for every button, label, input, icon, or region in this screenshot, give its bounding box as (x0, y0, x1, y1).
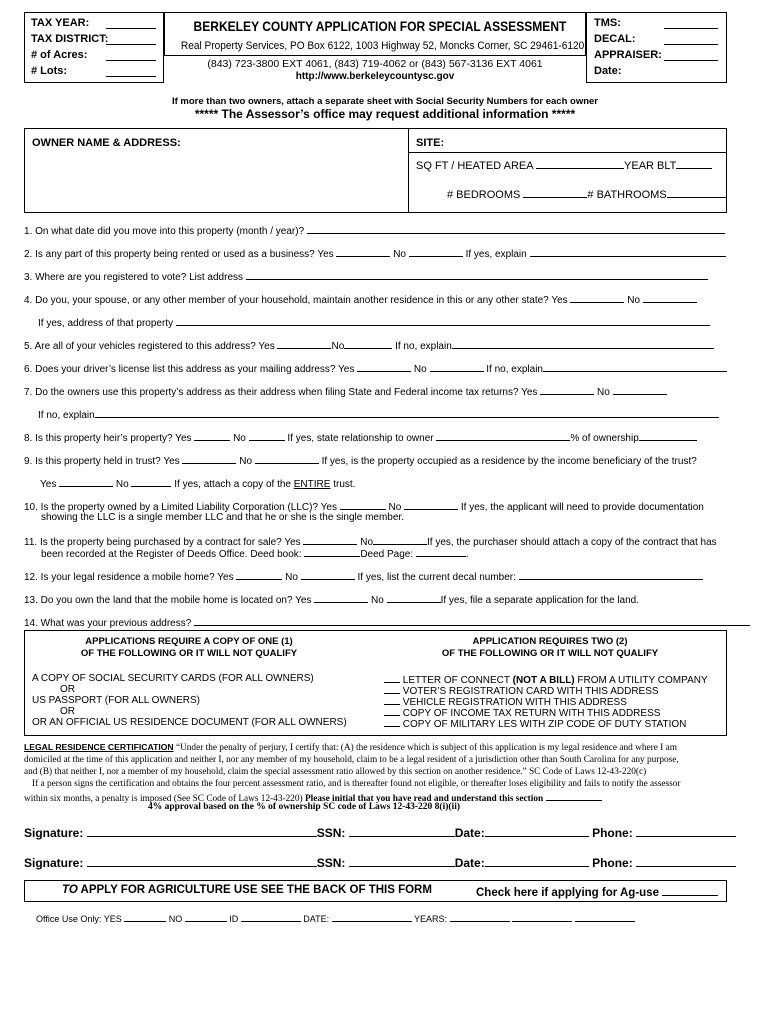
left-requirement-heading-2: OF THE FOLLOWING OR IT WILL NOT QUALIFY (80, 648, 298, 659)
date-label-2: Date: (454, 856, 485, 870)
office-use-label: Office Use Only: YES (36, 914, 122, 924)
signature-label-1: Signature: (24, 826, 84, 840)
tax-district-label: TAX DISTRICT: (31, 33, 109, 45)
office-yes-field[interactable] (124, 913, 166, 922)
initials-field[interactable] (546, 791, 602, 801)
left-req-item-2: US PASSPORT (FOR ALL OWNERS) (32, 695, 200, 706)
left-requirement-heading-1: APPLICATIONS REQUIRE A COPY OF ONE (1) (85, 636, 293, 647)
signature-field-1[interactable] (87, 825, 317, 837)
own-land-yes-field[interactable] (314, 593, 368, 603)
cert-line-4: If a person signs the certification and obtains the four percent assessment ratio, and is thereafter found not eligible, or thereafter loses eligibility and fails to notify the assessor (32, 779, 681, 789)
contract-no-label: No (360, 537, 374, 548)
bedrooms-field[interactable] (523, 188, 587, 198)
question-6-text: 6. Does your driver’s license list this address as your mailing address? Yes (24, 364, 355, 375)
question-2 (24, 247, 726, 260)
signature-field-2[interactable] (87, 855, 317, 867)
question-8 (24, 431, 697, 444)
left-req-or-2: OR (60, 706, 75, 717)
llc-no-field[interactable] (404, 500, 458, 510)
assessor-note: ***** The Assessor’s office may request additional information ***** (194, 107, 576, 121)
owner-name-label: OWNER NAME & ADDRESS: (32, 137, 181, 149)
voter-card-checkbox[interactable] (384, 684, 400, 694)
question-4 (24, 293, 697, 306)
rented-no-field[interactable] (409, 247, 463, 257)
office-id-field[interactable] (241, 913, 301, 922)
appraiser-field[interactable] (664, 60, 718, 61)
owners-note: If more than two owners, attach a separate sheet with Social Security Numbers for each owner (171, 96, 599, 107)
cert-text-1: “Under the penalty of perjury, I certify that: (A) the residence which is subject of this application is my legal residence and where I am (175, 743, 677, 753)
left-req-or-1: OR (60, 684, 75, 695)
question-9b (40, 477, 355, 490)
question-4-text: 4. Do you, your spouse, or any other member of your household, maintain another residence in this or any other state? Yes (24, 295, 568, 306)
utility-company-text: FROM A UTILITY COMPANY (574, 675, 708, 686)
ag-use-text: APPLY FOR AGRICULTURE USE SEE THE BACK OF THIS FORM (77, 884, 432, 896)
county-website[interactable]: http://www.berkeleycountysc.gov (295, 71, 455, 82)
ag-use-left (62, 884, 432, 896)
signature-label-2: Signature: (24, 856, 84, 870)
rooms-row (447, 188, 727, 201)
ag-use-checkbox[interactable] (662, 884, 718, 896)
left-req-item-3: OR AN OFFICIAL US RESIDENCE DOCUMENT (FOR ALL OWNERS) (32, 717, 347, 728)
question-1 (24, 224, 725, 237)
ag-check-text: Check here if applying for Ag-use (476, 887, 659, 899)
question-7b (38, 408, 719, 421)
ag-use-right (476, 884, 718, 899)
voter-address-field[interactable] (246, 270, 708, 280)
question-14 (24, 616, 750, 629)
rented-explain-label: If yes, explain (465, 249, 527, 260)
heirs-relationship-field[interactable] (436, 431, 570, 441)
trust-yes-field[interactable] (182, 454, 236, 464)
rented-no-label: No (393, 249, 406, 260)
vehicles-no-label: No (331, 341, 345, 352)
question-8-text: 8. Is this property heir’s property? Yes (24, 433, 192, 444)
tax-district-field[interactable] (106, 44, 156, 45)
sqft-field[interactable] (536, 159, 624, 169)
decal-label: DECAL: (594, 33, 636, 45)
tms-field[interactable] (664, 28, 718, 29)
question-10b-text: showing the LLC is a single member LLC and that he or she is the single member. (41, 512, 404, 523)
military-les-text: COPY OF MILITARY LES WITH ZIP CODE OF DUTY STATION (402, 719, 687, 730)
sqft-row (416, 159, 712, 172)
owner-name-field[interactable] (28, 152, 404, 210)
tax-address-no-label: No (597, 387, 610, 398)
cert-line-2: domiciled at the time of this application and neither I, nor any member of my household, claim to be a legal resident of a jurisdiction other than South Carolina for any purpose, (24, 755, 679, 765)
ssn-field-2[interactable] (349, 855, 455, 867)
question-13 (24, 593, 639, 606)
contract-attach-text: If yes, the purchaser should attach a copy of the contract that has (427, 537, 717, 548)
question-4b (38, 316, 710, 329)
deed-page-label: Deed Page: (360, 549, 414, 560)
date-label-1: Date: (454, 826, 485, 840)
entire-text: ENTIRE (293, 479, 331, 490)
office-phones: (843) 723-3800 EXT 4061, (843) 719-4062 or (843) 567-3136 EXT 4061 (207, 58, 543, 70)
question-11b: been recorded at the Register of Deeds Office. Deed book: Deed Page: . (41, 549, 469, 560)
form-title: BERKELEY COUNTY APPLICATION FOR SPECIAL ASSESSMENT (193, 18, 567, 34)
right-requirement-heading-1: APPLICATION REQUIRES TWO (2) (472, 636, 628, 647)
deed-page-field[interactable] (416, 547, 466, 557)
question-10-text: 10. Is the property owned by a Limited Liability Corporation (LLC)? Yes (24, 502, 337, 513)
trust-no-label: No (239, 456, 253, 467)
phone-label-2: Phone: (592, 856, 633, 870)
rented-explain-field[interactable] (530, 247, 726, 257)
question-9 (24, 454, 697, 467)
acres-label: # of Acres: (31, 49, 88, 61)
not-a-bill-text: (NOT A BILL) (512, 675, 575, 686)
beneficiary-yes-label: Yes (40, 479, 57, 490)
cert-line-3: and (B) that neither I, nor a member of my household, claim the special assessment ratio allowed by this section on another residence.” SC Code of Laws 12-43-220(c) (24, 767, 647, 777)
site-divider (408, 152, 727, 153)
llc-yes-field[interactable] (340, 500, 386, 510)
office-no-label: NO (168, 914, 183, 924)
office-years-field-3[interactable] (575, 913, 635, 922)
appraiser-label: APPRAISER: (594, 49, 662, 61)
license-explain-label: If no, explain (486, 364, 543, 375)
left-req-item-1: A COPY OF SOCIAL SECURITY CARDS (FOR ALL OWNERS) (32, 673, 314, 684)
office-date-field[interactable] (332, 913, 412, 922)
year-blt-field[interactable] (676, 159, 712, 169)
other-residence-no-field[interactable] (643, 293, 697, 303)
owner-divider (408, 128, 409, 213)
bathrooms-field[interactable] (667, 188, 727, 198)
tax-address-explain-field[interactable] (95, 408, 719, 418)
license-yes-field[interactable] (357, 362, 411, 372)
ssn-field-1[interactable] (349, 825, 455, 837)
license-no-label: No (413, 364, 427, 375)
question-11-text: 11. Is the property being purchased by a contract for sale? Yes (24, 537, 301, 548)
military-les-checkbox[interactable] (384, 717, 400, 727)
ownership-percent-label: % of ownership (570, 433, 639, 444)
heirs-yes-field[interactable] (194, 431, 230, 441)
right-requirement-heading-2: OF THE FOLLOWING OR IT WILL NOT QUALIFY (441, 648, 659, 659)
trust-beneficiary-text: If yes, is the property occupied as a residence by the income beneficiary of the trust? (321, 456, 697, 467)
tax-address-no-field[interactable] (613, 385, 667, 395)
own-land-no-label: No (370, 595, 384, 606)
ag-to-text: TO (62, 884, 78, 896)
lots-label: # Lots: (31, 65, 68, 77)
cert-line-6: 4% approval based on the % of ownership SC code of Laws 12-43-220 8(i)(ii) (147, 802, 460, 812)
question-7b-text: If no, explain (38, 410, 95, 421)
llc-documentation-text: If yes, the applicant will need to provide documentation (460, 502, 704, 513)
contract-no-field[interactable] (373, 535, 427, 545)
vehicles-no-field[interactable] (344, 339, 392, 349)
deed-book-field[interactable] (304, 547, 360, 557)
office-no-field[interactable] (185, 913, 227, 922)
question-12-text: 12. Is your legal residence a mobile home? Yes (24, 572, 234, 583)
question-3-text: 3. Where are you registered to vote? List address (24, 272, 244, 283)
vehicle-registration-checkbox[interactable] (384, 695, 400, 705)
office-years-label: YEARS: (414, 914, 448, 924)
mobile-home-no-label: No (285, 572, 298, 583)
ownership-percent-field[interactable] (639, 431, 697, 441)
heirs-no-label: No (233, 433, 246, 444)
question-2-text: 2. Is any part of this property being rented or used as a business? Yes (24, 249, 334, 260)
question-7 (24, 385, 667, 398)
date-field-1[interactable] (485, 825, 589, 837)
cert-line-1 (24, 742, 727, 753)
question-10b (41, 512, 404, 523)
right-req-item-5 (384, 717, 686, 730)
ssn-label-1: SSN: (316, 826, 346, 840)
other-residence-yes-field[interactable] (570, 293, 624, 303)
tax-return-text: COPY OF INCOME TAX RETURN WITH THIS ADDRESS (402, 708, 661, 719)
office-use-row (36, 913, 635, 924)
license-no-field[interactable] (430, 362, 484, 372)
vehicles-explain-field[interactable] (452, 339, 714, 349)
utility-letter-checkbox[interactable] (384, 673, 400, 683)
tax-year-field[interactable] (106, 28, 156, 29)
acres-field[interactable] (106, 60, 156, 61)
signature-row-1 (24, 825, 736, 840)
rented-yes-field[interactable] (336, 247, 390, 257)
year-blt-label: YEAR BLT (624, 160, 677, 172)
site-label: SITE: (416, 137, 445, 149)
voter-card-text: VOTER’S REGISTRATION CARD WITH THIS ADDRESS (402, 686, 659, 697)
tax-address-yes-field[interactable] (540, 385, 594, 395)
license-explain-field[interactable] (543, 362, 727, 372)
question-1-text: 1. On what date did you move into this property (month / year)? (24, 226, 305, 237)
ssn-label-2: SSN: (316, 856, 346, 870)
own-land-no-field[interactable] (387, 593, 441, 603)
vehicle-registration-text: VEHICLE REGISTRATION WITH THIS ADDRESS (402, 697, 627, 708)
question-6 (24, 362, 727, 375)
office-address: Real Property Services, PO Box 6122, 1003 Highway 52, Moncks Corner, SC 29461-6120 (180, 40, 585, 52)
previous-address-field[interactable] (194, 616, 750, 626)
trust-text: trust. (333, 479, 356, 490)
question-12 (24, 570, 703, 583)
vehicles-explain-label: If no, explain (395, 341, 452, 352)
question-13-text: 13. Do you own the land that the mobile home is located on? Yes (24, 595, 312, 606)
trust-no-field[interactable] (255, 454, 319, 464)
question-4b-text: If yes, address of that property (38, 318, 174, 329)
question-5 (24, 339, 714, 352)
vehicles-yes-field[interactable] (277, 339, 331, 349)
phone-label-1: Phone: (592, 826, 633, 840)
bathrooms-label: # BATHROOMS (587, 189, 667, 201)
tax-return-checkbox[interactable] (384, 706, 400, 716)
own-land-text: If yes, file a separate application for the land. (440, 595, 640, 606)
cert-initial-text: Please initial that you have read and understand this section (304, 794, 544, 804)
office-date-label: DATE: (303, 914, 330, 924)
date-field-2[interactable] (485, 855, 589, 867)
attach-trust-text: If yes, attach a copy of the (174, 479, 291, 490)
question-14-text: 14. What was your previous address? (24, 618, 192, 629)
phone-field-1[interactable] (636, 825, 736, 837)
decal-number-field[interactable] (519, 570, 703, 580)
other-residence-address-field[interactable] (176, 316, 710, 326)
move-in-date-field[interactable] (307, 224, 725, 234)
phone-field-2[interactable] (636, 855, 736, 867)
cert-text-5a: within six months, a penalty is imposed (See SC Code of Laws 12-43-220) (24, 794, 303, 804)
office-years-field-2[interactable] (512, 913, 572, 922)
decal-number-label: If yes, list the current decal number: (357, 572, 516, 583)
cert-heading: LEGAL RESIDENCE CERTIFICATION (24, 742, 174, 752)
signature-row-2 (24, 855, 736, 870)
heirs-relationship-label: If yes, state relationship to owner (287, 433, 434, 444)
question-11b-text: been recorded at the Register of Deeds Office. Deed book: (41, 549, 302, 560)
llc-no-label: No (388, 502, 402, 513)
question-5-text: 5. Are all of your vehicles registered to this address? Yes (24, 341, 275, 352)
office-years-field-1[interactable] (450, 913, 510, 922)
tms-label: TMS: (594, 17, 621, 29)
tax-year-label: TAX YEAR: (31, 17, 90, 29)
mobile-home-no-field[interactable] (301, 570, 355, 580)
heirs-no-field[interactable] (249, 431, 285, 441)
beneficiary-no-label: No (115, 479, 129, 490)
question-3 (24, 270, 708, 283)
bedrooms-label: # BEDROOMS (447, 189, 521, 201)
office-id-label: ID (229, 914, 239, 924)
beneficiary-no-field[interactable] (131, 477, 171, 487)
contract-yes-field[interactable] (303, 535, 357, 545)
lots-field[interactable] (106, 76, 156, 77)
question-7-text: 7. Do the owners use this property’s address as their address when filing State and Federal income tax returns? Yes (24, 387, 538, 398)
utility-letter-text: LETTER OF CONNECT (402, 675, 513, 686)
decal-field[interactable] (664, 44, 718, 45)
sqft-label: SQ FT / HEATED AREA (416, 160, 533, 172)
question-9-text: 9. Is this property held in trust? Yes (24, 456, 180, 467)
beneficiary-yes-field[interactable] (59, 477, 113, 487)
mobile-home-yes-field[interactable] (236, 570, 282, 580)
date-label: Date: (594, 65, 622, 77)
other-residence-no-label: No (627, 295, 641, 306)
